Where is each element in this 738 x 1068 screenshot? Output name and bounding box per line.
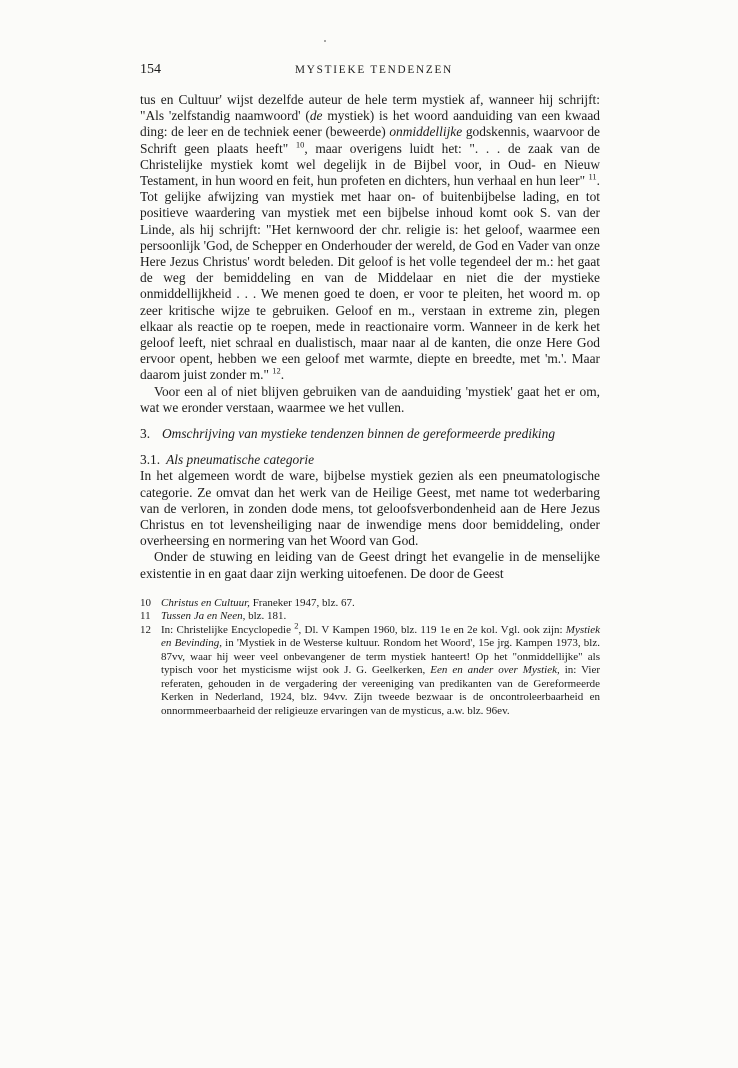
footnote-12 <box>140 620 600 719</box>
footnote-number: 10 <box>140 596 151 609</box>
footnote-ref-10[interactable]: 10 <box>295 139 305 150</box>
footnote-number: 11 <box>140 610 151 623</box>
scan-speck <box>324 40 326 42</box>
text-run: in: Vier referaten, gehouden in de vergadering der vereeniging van predikanten van de Gereformeerde Kerken in Nederland, 1924, blz. 94vv. Zijn tweede bezwaar is de oncontroleerbaarheid en onnormmeerbaarheid der religieuze ervaringen van de mysticus, a.w. blz. 96ev. <box>161 664 600 717</box>
footnote-10 <box>140 597 600 611</box>
italic-run: Een en ander over Mystiek, <box>430 664 560 677</box>
paragraph-3: In het algemeen wordt de ware, bijbelse mystiek gezien als een pneumatologische categorie. Ze omvat dan het werk van de Heilige Geest, met name tot wederbaring van de verloren, in zonden dode mens, tot geloofsverbondenheid aan de Here Jezus Christus en tot levensheiliging naar de inwendige mens door bemiddeling, onder overheersing en normering van het Woord van God. <box>140 468 600 549</box>
text-run: Franeker 1947, blz. 67. <box>249 596 355 609</box>
italic-run: Mystiek en Bevinding, <box>161 623 600 650</box>
paragraph-1 <box>140 92 600 384</box>
subsection-number: 3.1. <box>140 452 161 468</box>
paragraph-4: Onder de stuwing en leiding van de Geest dringt het evangelie in de menselijke existentie in en gaat daar zijn werking uitoefenen. De door de Geest <box>140 549 600 581</box>
text-run: , Dl. V Kampen 1960, blz. 119 1e en 2e kol. Vgl. ook zijn: <box>298 623 566 636</box>
text-run: In: Christelijke Encyclopedie <box>161 623 295 636</box>
section-3-1-heading <box>140 452 600 468</box>
text-run: mystiek) is het woord aanduiding van een kwaad ding: de leer en de techniek eener (beweerde) <box>140 108 600 140</box>
text-run: in 'Mystiek in de Westerse kultuur. Rondom het Woord', 15e jrg. Kampen 1973, blz. 87vv, waar hij weer veel onbevangener de term mystiek hanteert! Op het "onmiddellijke" als typisch voor het mysticisme wijst ook J. G. Geelkerken, <box>161 637 600 677</box>
text-run: godskennis, waarvoor de Schrift geen plaats heeft" <box>140 124 600 156</box>
edition-superscript: 2 <box>294 620 299 631</box>
section-3-heading <box>140 426 600 442</box>
running-header <box>140 62 600 84</box>
text-run: blz. 181. <box>245 610 287 623</box>
italic-run: de <box>309 108 323 124</box>
body-text <box>140 92 600 582</box>
italic-run: Christus en Cultuur, <box>161 596 250 609</box>
italic-run: onmiddellijke <box>389 124 463 140</box>
footnotes <box>140 597 600 719</box>
footnote-text <box>161 620 600 719</box>
footnote-number: 12 <box>140 623 151 636</box>
footnote-11 <box>140 610 600 624</box>
page <box>140 62 600 718</box>
section-title: Omschrijving van mystieke tendenzen binnen de gereformeerde prediking <box>162 426 556 442</box>
footnote-text <box>161 597 600 611</box>
page-number: 154 <box>140 62 161 77</box>
running-title: MYSTIEKE TENDENZEN <box>295 64 454 76</box>
text-run: . <box>280 367 285 383</box>
footnote-ref-11[interactable]: 11 <box>588 171 597 182</box>
text-run: . Tot gelijke afwijzing van mystiek met haar on- of buitenbijbelse lading, en tot positieve waardering van mystiek met een bijbelse inhoud komt ook S. van der Linde, als hij schrijft: "Het kernwoord der chr. religie is: het geloof, waarmee een persoonlijk 'God, de Schepper en Onderhouder der wereld, de God en Vader van onze Here Jezus Christus' wordt beleden. Dit geloof is het volle tegendeel der m.: het gaat de weg der bemiddeling en van de Middelaar en niet die der mystieke onmiddellijkheid . . . We menen goed te doen, er voor te pleiten, het woord m. op zeer kritische wijze te gebruiken. Geloof en m., verstaan in extreme zin, plegen elkaar als reactie op te roepen, mede in reactionaire vorm. Wanneer in de kerk het geloof leeft, niet schraal en dualistisch, maar naar al de kanten, die onze Here God ervoor opent, hebben we een geloof met warmte, diepte en breedte, met 'm.'. Maar daarom juist zonder m." <box>140 173 600 383</box>
footnote-text <box>161 610 600 624</box>
text-run: tus en Cultuur' wijst dezelfde auteur de hele term mystiek af, wanneer hij schrijft: "Als 'zelfstandig naamwoord' ( <box>140 92 600 124</box>
subsection-title: Als pneumatische categorie <box>166 452 315 468</box>
section-number: 3. <box>140 426 151 442</box>
paragraph-2: Voor een al of niet blijven gebruiken van de aanduiding 'mystiek' gaat het er om, wat we eronder verstaan, waarmee we het vullen. <box>140 383 600 415</box>
text-run: , maar overigens luidt het: ". . . de zaak van de Christelijke mystiek komt wel degelijk in de Bijbel voor, in Oud- en Nieuw Testament, in hun woord en feit, hun profeten en dichters, hun verhaal en hun leer" <box>140 140 600 189</box>
italic-run: Tussen Ja en Neen, <box>161 610 246 623</box>
footnote-ref-12[interactable]: 12 <box>272 365 281 376</box>
